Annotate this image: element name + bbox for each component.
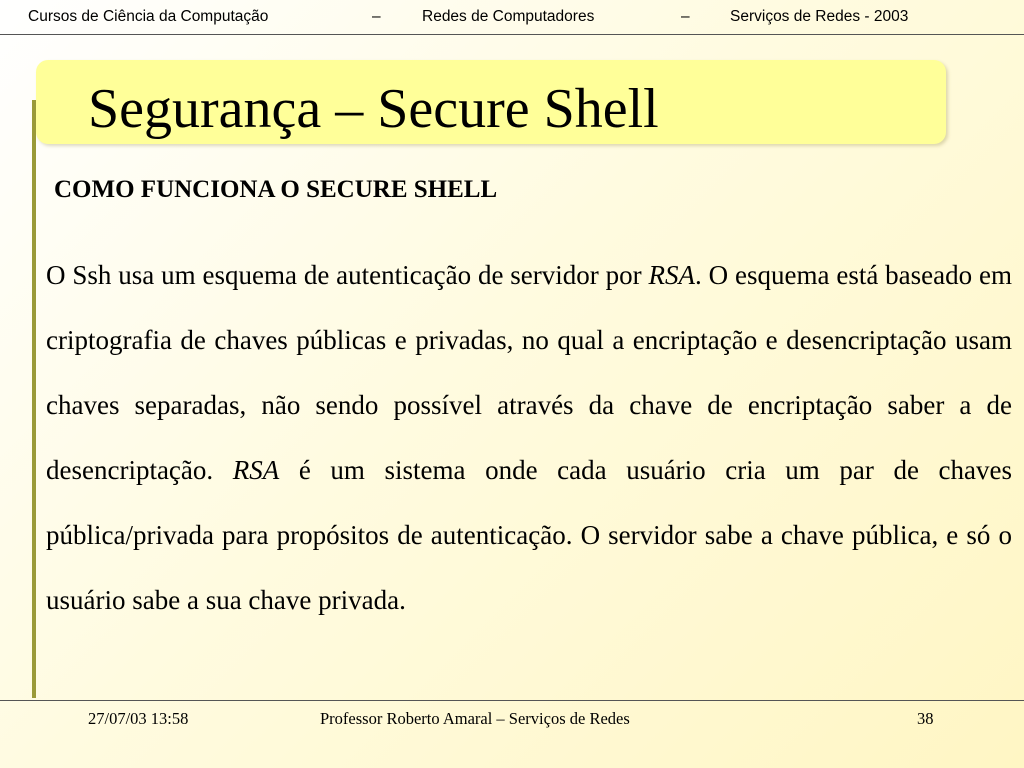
section-heading: COMO FUNCIONA O SECURE SHELL: [54, 176, 498, 203]
footer-datetime: 27/07/03 13:58: [88, 709, 189, 728]
header-separator: –: [372, 8, 381, 25]
slide-title: Segurança – Secure Shell: [88, 78, 659, 140]
page-number: 38: [917, 709, 934, 728]
footer-author: Professor Roberto Amaral – Serviços de Redes: [320, 709, 630, 728]
rsa-term: RSA: [648, 260, 696, 290]
header-separator: –: [681, 8, 690, 25]
header-course: Cursos de Ciência da Computação: [28, 8, 269, 25]
header-divider: [0, 34, 1024, 35]
body-text-part: é um sistema onde cada usuário cria um par de chaves pública/privada para propósitos de autenticação. O servidor sabe a chave pública, e só o usuário sabe a sua chave privada.: [46, 455, 1012, 615]
body-paragraph: [46, 243, 1012, 633]
footer-divider: [0, 700, 1024, 701]
slide-header: [0, 0, 1024, 34]
header-topic: Serviços de Redes - 2003: [730, 8, 909, 25]
header-subject: Redes de Computadores: [422, 8, 595, 25]
rsa-term: RSA: [232, 455, 280, 485]
accent-bar: [32, 100, 36, 698]
body-text-part: O Ssh usa um esquema de autenticação de servidor por: [46, 260, 649, 290]
slide-footer: [0, 706, 1024, 736]
body-text-part: . O esquema está baseado em criptografia de chaves públicas e privadas, no qual a encriptação e desencriptação usam chaves separadas, não sendo possível através da chave de encriptação saber a de desencriptação.: [46, 260, 1012, 485]
